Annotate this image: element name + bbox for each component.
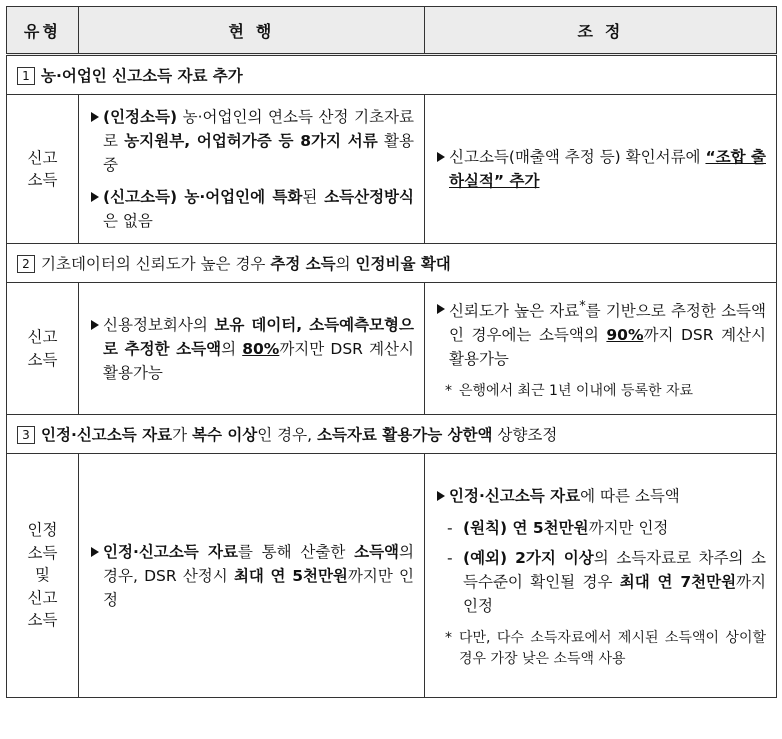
section-3-row bbox=[7, 454, 777, 698]
bullet-item bbox=[91, 540, 414, 612]
bullet-triangle-icon bbox=[91, 547, 99, 557]
header-adjust: 조 정 bbox=[425, 7, 777, 55]
text: 신뢰도가 높은 자료 bbox=[449, 302, 580, 321]
section-number: 2 bbox=[17, 255, 35, 273]
text: 의 경우, DSR 산정시 bbox=[103, 542, 414, 585]
current-cell bbox=[79, 95, 425, 244]
text-bold: (예외) 2가지 이상 bbox=[463, 548, 594, 567]
text-bold: 90% bbox=[606, 326, 644, 345]
header-type: 유형 bbox=[7, 7, 79, 55]
bullet-item bbox=[437, 297, 766, 371]
text-bold: 복수 이상 bbox=[191, 426, 258, 445]
adjust-cell bbox=[425, 95, 777, 244]
dash-mark: - bbox=[447, 548, 453, 567]
text: 까지만 인정 bbox=[588, 518, 669, 537]
text: 가 bbox=[172, 426, 192, 445]
dash-mark: - bbox=[447, 518, 453, 537]
footnote-text: 은행에서 최근 1년 이내에 등록한 자료 bbox=[459, 383, 694, 400]
section-number: 3 bbox=[17, 426, 35, 444]
text-bold: 소득산정방식 bbox=[324, 188, 414, 207]
text-bold: 소득자료 활용가능 상한액 bbox=[316, 426, 493, 445]
footnote bbox=[437, 628, 766, 670]
text: 기초데이터의 신뢰도가 높은 경우 bbox=[41, 255, 271, 274]
text: 된 bbox=[302, 188, 325, 207]
text-bold: (신고소득) 농·어업인에 특화 bbox=[103, 188, 303, 207]
table-header bbox=[7, 7, 777, 55]
bullet-triangle-icon bbox=[91, 192, 99, 202]
text: 활용중 bbox=[103, 132, 414, 175]
text-bold: 소득액 bbox=[354, 542, 400, 561]
text-bold: 인정·신고소득 자료 bbox=[41, 426, 173, 445]
text-bold: 추정 소득 bbox=[270, 255, 336, 274]
bullet-triangle-icon bbox=[437, 304, 445, 314]
footnote-mark: * bbox=[445, 383, 452, 400]
document bbox=[6, 6, 776, 698]
text-bold: 농지원부, 어업허가증 등 8가지 서류 bbox=[124, 132, 378, 151]
text: 신고소득(매출액 추정 등) 확인서류에 bbox=[449, 148, 706, 167]
text-bold: 최대 연 7천만원 bbox=[619, 572, 737, 591]
text: 에 따른 소득액 bbox=[580, 486, 680, 505]
section-3-title bbox=[7, 415, 777, 454]
bullet-item bbox=[437, 484, 766, 508]
bullet-triangle-icon bbox=[91, 112, 99, 122]
section-3-title-row bbox=[7, 415, 777, 454]
footnote-mark: * bbox=[445, 629, 452, 646]
footnote bbox=[437, 381, 766, 402]
bullet-item bbox=[91, 185, 414, 233]
text: 의 소득자료로 차주의 소득수준이 확인될 경우 bbox=[463, 548, 766, 591]
text-bold: 최대 연 5천만원 bbox=[233, 566, 348, 585]
section-1-title-row bbox=[7, 55, 777, 95]
text-bold: 인정·신고소득 자료 bbox=[103, 542, 238, 561]
text: 까지만 인정 bbox=[103, 566, 414, 609]
bullet-item bbox=[91, 313, 414, 385]
adjust-cell bbox=[425, 454, 777, 698]
text: 농·어업인의 연소득 산정 기초자료로 bbox=[103, 108, 414, 151]
footnote-mark: * bbox=[579, 298, 586, 314]
section-number: 1 bbox=[17, 67, 35, 85]
section-2-row bbox=[7, 283, 777, 415]
text-bold: 인정·신고소득 자료 bbox=[449, 486, 581, 505]
text-bold: 인정비율 확대 bbox=[355, 255, 451, 274]
text: 은 없음 bbox=[103, 212, 153, 231]
section-title-text: 농·어업인 신고소득 자료 추가 bbox=[41, 67, 243, 85]
row-type bbox=[7, 95, 79, 244]
text-bold: 80% bbox=[242, 339, 280, 358]
text: 를 기반으로 추정한 소득액인 경우에는 소득액의 bbox=[449, 302, 766, 345]
bullet-triangle-icon bbox=[91, 320, 99, 330]
text-bold: 보유 데이터, 소득예측모형으로 추정한 소득액 bbox=[103, 315, 414, 358]
row-type bbox=[7, 454, 79, 698]
dash-item bbox=[437, 546, 766, 618]
adjust-cell bbox=[425, 283, 777, 415]
text: 를 통해 산출한 bbox=[237, 542, 355, 561]
text: 의 bbox=[335, 255, 356, 274]
text: 까지만 DSR 계산시 활용가능 bbox=[103, 339, 414, 382]
text-bold: (원칙) 연 5천만원 bbox=[463, 518, 589, 537]
section-1-row bbox=[7, 95, 777, 244]
section-2-title-row bbox=[7, 244, 777, 283]
section-2-title bbox=[7, 244, 777, 283]
row-type bbox=[7, 283, 79, 415]
text: 신용정보회사의 bbox=[103, 315, 215, 334]
current-cell bbox=[79, 283, 425, 415]
header-current: 현 행 bbox=[79, 7, 425, 55]
comparison-table bbox=[6, 6, 777, 698]
type-label: 신고 소득 bbox=[27, 148, 58, 190]
text-bold: (인정소득) bbox=[103, 108, 178, 126]
section-1-title bbox=[7, 55, 777, 95]
footnote-text: 다만, 다수 소득자료에서 제시된 소득액이 상이할 경우 가장 낮은 소득액 사용 bbox=[459, 629, 766, 667]
bullet-item bbox=[91, 105, 414, 177]
text: 상향조정 bbox=[492, 426, 558, 445]
text-bold: “조합 출하실적” 추가 bbox=[449, 148, 766, 191]
bullet-triangle-icon bbox=[437, 491, 445, 501]
type-label: 신고 소득 bbox=[27, 328, 58, 369]
text: 까지 DSR 계산시 활용가능 bbox=[449, 326, 766, 369]
text: 의 bbox=[221, 339, 243, 358]
current-cell bbox=[79, 454, 425, 698]
bullet-triangle-icon bbox=[437, 152, 445, 162]
type-label: 인정 소득 및 신고 소득 bbox=[27, 521, 58, 630]
text: 까지 인정 bbox=[463, 572, 766, 615]
text: 인 경우, bbox=[257, 426, 317, 445]
bullet-item bbox=[437, 145, 766, 193]
dash-item bbox=[437, 516, 766, 540]
